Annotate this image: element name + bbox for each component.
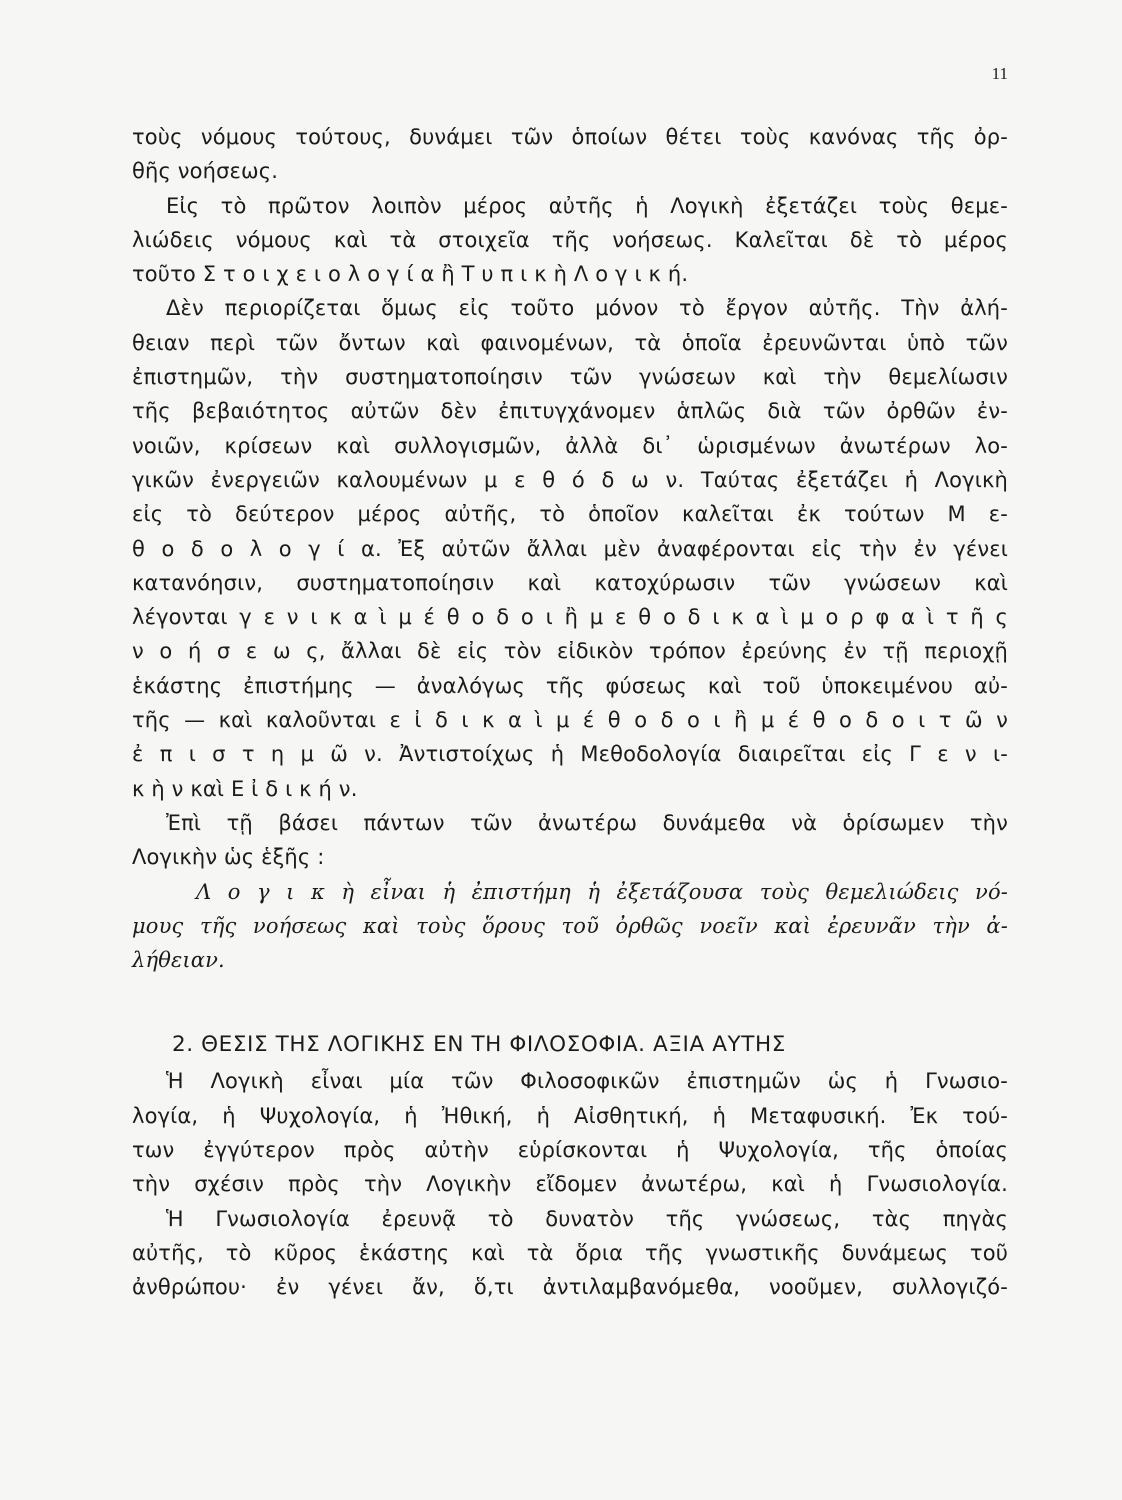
text-line: ἐ π ι σ τ η μ ῶ ν. Ἀντιστοίχως ἡ Μεθοδολογία διαιρεῖται εἰς Γ ε ν ι- xyxy=(132,742,1008,767)
text-line: λιώδεις νόμους καὶ τὰ στοιχεῖα τῆς νοήσεως. Καλεῖται δὲ τὸ μέρος xyxy=(132,227,1008,252)
section-2-text xyxy=(132,1064,1008,1304)
text-line: Ἡ Γνωσιολογία ἐρευνᾷ τὸ δυνατὸν τῆς γνώσεως, τὰς πηγὰς xyxy=(166,1206,1008,1231)
text-line: λέγονται γ ε ν ι κ α ὶ μ έ θ ο δ ο ι ἢ μ ε θ ο δ ι κ α ὶ μ ο ρ φ α ὶ τ ῆ ς xyxy=(132,605,1008,630)
text-line: ἀνθρώπου· ἐν γένει ἄν, ὅ,τι ἀντιλαμβανόμεθα, νοοῦμεν, συλλογιζό- xyxy=(132,1275,1008,1300)
text-line: λογία, ἡ Ψυχολογία, ἡ Ἠθική, ἡ Αἰσθητική, ἡ Μεταφυσική. Ἐκ τού- xyxy=(132,1103,1008,1128)
text-line: νοιῶν, κρίσεων καὶ συλλογισμῶν, ἀλλὰ δι᾽ ὡρισμένων ἀνωτέρων λο- xyxy=(132,433,1008,458)
text-line: των ἐγγύτερον πρὸς αὐτὴν εὑρίσκονται ἡ Ψυχολογία, τῆς ὁποίας xyxy=(132,1138,1008,1163)
page-number: 11 xyxy=(991,64,1008,83)
text-line: αὐτῆς, τὸ κῦρος ἑκάστης καὶ τὰ ὅρια τῆς γνωστικῆς δυνάμεως τοῦ xyxy=(132,1240,1008,1265)
text-line: γικῶν ἐνεργειῶν καλουμένων μ ε θ ό δ ω ν. Ταύτας ἐξετάζει ἡ Λογικὴ xyxy=(132,467,1008,492)
section-1-text xyxy=(132,120,1008,875)
text-line: μους τῆς νοήσεως καὶ τοὺς ὅρους τοῦ ὀρθῶς νοεῖν καὶ ἐρευνᾶν τὴν ἀ- xyxy=(132,913,1008,938)
text-line: κ ὴ ν καὶ Ε ἰ δ ι κ ή ν. xyxy=(132,776,358,801)
text-line: θῆς νοήσεως. xyxy=(132,159,279,184)
text-line: Δὲν περιορίζεται ὅμως εἰς τοῦτο μόνον τὸ ἔργον αὐτῆς. Τὴν ἀλή- xyxy=(166,296,1008,321)
section-gap xyxy=(132,977,1008,1026)
section-2-heading: 2. ΘΕΣΙΣ ΤΗΣ ΛΟΓΙΚΗΣ ΕΝ ΤΗ ΦΙΛΟΣΟΦΙΑ. ΑΞΙΑ ΑΥΤΗΣ xyxy=(172,1032,786,1058)
text-line: ἑκάστης ἐπιστήμης — ἀναλόγως τῆς φύσεως καὶ τοῦ ὑποκειμένου αὐ- xyxy=(132,673,1008,698)
text-line: Ἐπὶ τῇ βάσει πάντων τῶν ἀνωτέρω δυνάμεθα νὰ ὁρίσωμεν τὴν xyxy=(166,810,1008,835)
text-line: ἐπιστημῶν, τὴν συστηματοποίησιν τῶν γνώσεων καὶ τὴν θεμελίωσιν xyxy=(132,365,1008,390)
page-body xyxy=(132,120,1008,1305)
text-line: ν ο ή σ ε ω ς, ἄλλαι δὲ εἰς τὸν εἰδικὸν τρόπον ἐρεύνης ἐν τῇ περιοχῇ xyxy=(132,639,1008,664)
text-line: τὴν σχέσιν πρὸς τὴν Λογικὴν εἴδομεν ἀνωτέρω, καὶ ἡ Γνωσιολογία. xyxy=(132,1172,1008,1197)
text-line: τῆς — καὶ καλοῦνται ε ἰ δ ι κ α ὶ μ έ θ ο δ ο ι ἢ μ έ θ ο δ ο ι τ ῶ ν xyxy=(132,708,1008,733)
text-line: Λογικὴν ὡς ἑξῆς : xyxy=(132,845,325,870)
text-line: λήθειαν. xyxy=(132,948,225,973)
text-line: Ἡ Λογικὴ εἶναι μία τῶν Φιλοσοφικῶν ἐπιστημῶν ὡς ἡ Γνωσιο- xyxy=(166,1069,1008,1094)
text-line: θειαν περὶ τῶν ὄντων καὶ φαινομένων, τὰ ὁποῖα ἐρευνῶνται ὑπὸ τῶν xyxy=(132,330,1008,355)
text-line: Λ ο γ ι κ ὴ εἶναι ἡ ἐπιστήμη ἡ ἐξετάζουσα τοὺς θεμελιώδεις νό- xyxy=(196,879,1008,904)
text-line: τοῦτο Σ τ ο ι χ ε ι ο λ ο γ ί α ἢ Τ υ π ι κ ὴ Λ ο γ ι κ ή. xyxy=(132,262,689,287)
definition-of-logic xyxy=(132,875,1008,978)
text-line: θ ο δ ο λ ο γ ί α. Ἐξ αὐτῶν ἄλλαι μὲν ἀναφέρονται εἰς τὴν ἐν γένει xyxy=(132,536,1008,561)
text-line: Εἰς τὸ πρῶτον λοιπὸν μέρος αὐτῆς ἡ Λογικὴ ἐξετάζει τοὺς θεμε- xyxy=(166,193,1008,218)
text-line: εἰς τὸ δεύτερον μέρος αὐτῆς, τὸ ὁποῖον καλεῖται ἐκ τούτων Μ ε- xyxy=(132,502,1008,527)
text-line: κατανόησιν, συστηματοποίησιν καὶ κατοχύρωσιν τῶν γνώσεων καὶ xyxy=(132,570,1008,595)
text-line: τοὺς νόμους τούτους, δυνάμει τῶν ὁποίων θέτει τοὺς κανόνας τῆς ὀρ- xyxy=(132,125,1008,149)
text-line: τῆς βεβαιότητος αὐτῶν δὲν ἐπιτυγχάνομεν ἁπλῶς διὰ τῶν ὀρθῶν ἐν- xyxy=(132,399,1008,424)
